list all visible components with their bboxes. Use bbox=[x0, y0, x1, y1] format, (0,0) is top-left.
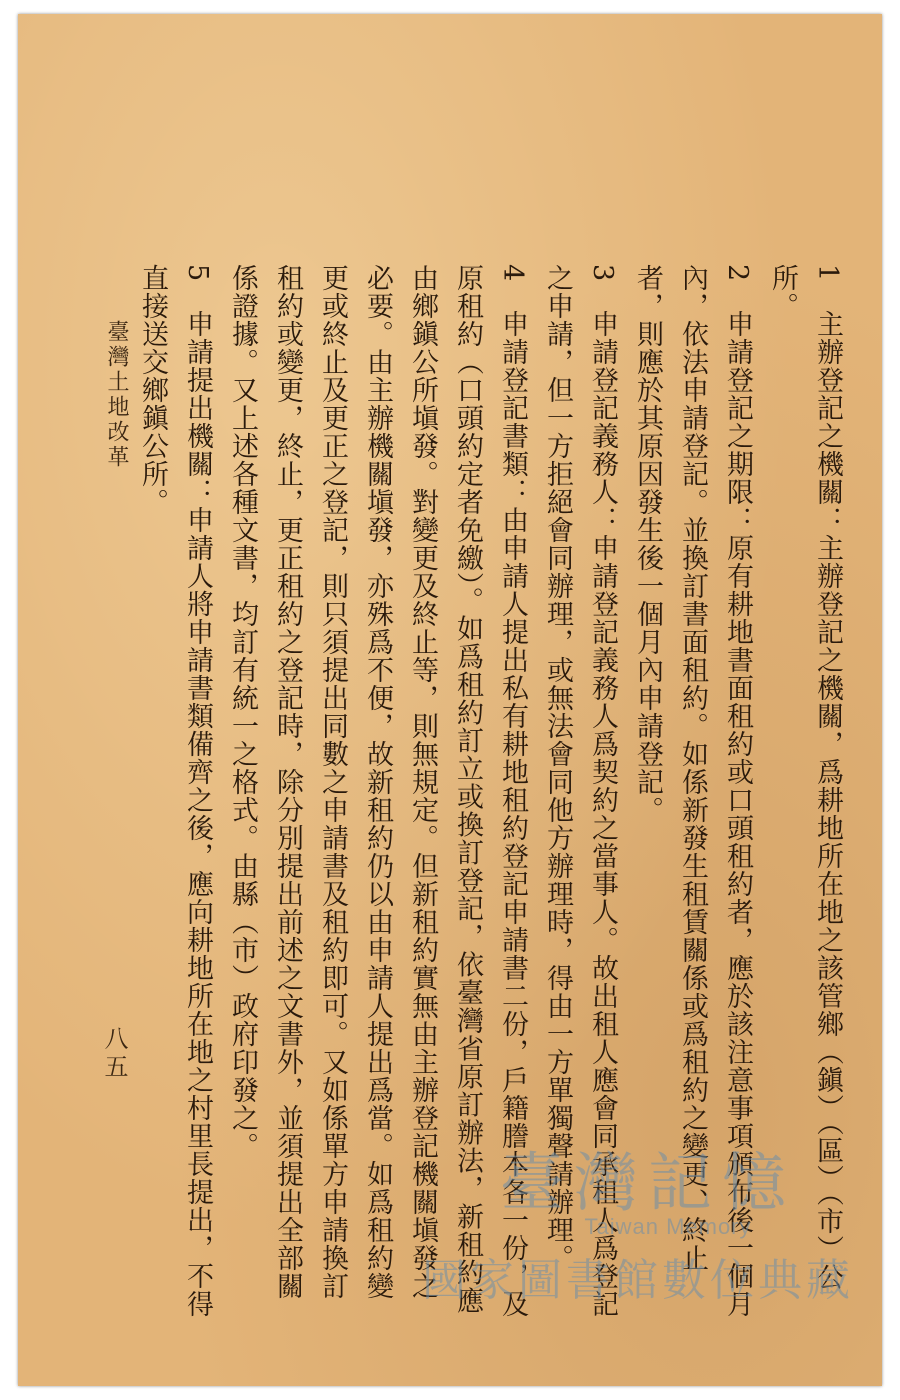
paragraph-1: 1 主辦登記之機關：主辦登記之機關，爲耕地所在地之該管鄉（鎭）（區）（市）公所。 bbox=[767, 264, 843, 1292]
scanned-page bbox=[18, 14, 882, 1386]
paragraph-5: 5 申請提出機關：申請人將申請書類備齊之後，應向耕地所在地之村里長提出，不得直接送交鄉鎭公所。 bbox=[137, 264, 213, 1319]
paragraph-3: 3 申請登記義務人：申請登記義務人爲契約之當事人。故出租人應會同承租人爲登記之申請，但一方拒絕會同辦理，或無法會同他方辦理時，得由一方單獨聲請辦理。 bbox=[542, 264, 618, 1319]
running-head: 臺灣土地改革 bbox=[104, 320, 129, 470]
watermark-subtitle: 國家圖書館數位典藏 bbox=[422, 1255, 854, 1306]
page-number: 八五 bbox=[100, 1026, 128, 1082]
watermark-english: Taiwan Memory bbox=[584, 1214, 752, 1239]
paragraph-2: 2 申請登記之期限：原有耕地書面租約或口頭租約者，應於該注意事項頒布後一個月內，依法申請登記。並換訂書面租約。如係新發生租賃關係或爲租約之變更、終止者，則應於其原因發生後一個月內申請登記。 bbox=[632, 264, 753, 1319]
library-watermark bbox=[418, 1132, 858, 1322]
watermark-title: 臺灣記憶 bbox=[500, 1147, 796, 1221]
paragraph-4: 4 申請登記書類：由申請人提出私有耕地租約登記申請書二份，戶籍謄本各一份，及原租約（口頭約定者免繳）。如爲租約訂立或換訂登記，依臺灣省原訂辦法，新租約應由鄉鎭公所塡發。對變更及終止等，則無規定。但新租約實無由主辦登記機關塡發之必要。由主辦機關塡發，亦殊爲不便，故新租約仍以由申請人提出爲當。如爲租約變更或終止及更正之登記，則只須提出同數之申請書及租約即可。又如係單方申請換訂租約或變更，終止，更正租約之登記時，除分別提出前述之文書外，並須提出全部關係證據。又上述各種文書，均訂有統一之格式。由縣（市）政府印發之。 bbox=[227, 264, 528, 1319]
